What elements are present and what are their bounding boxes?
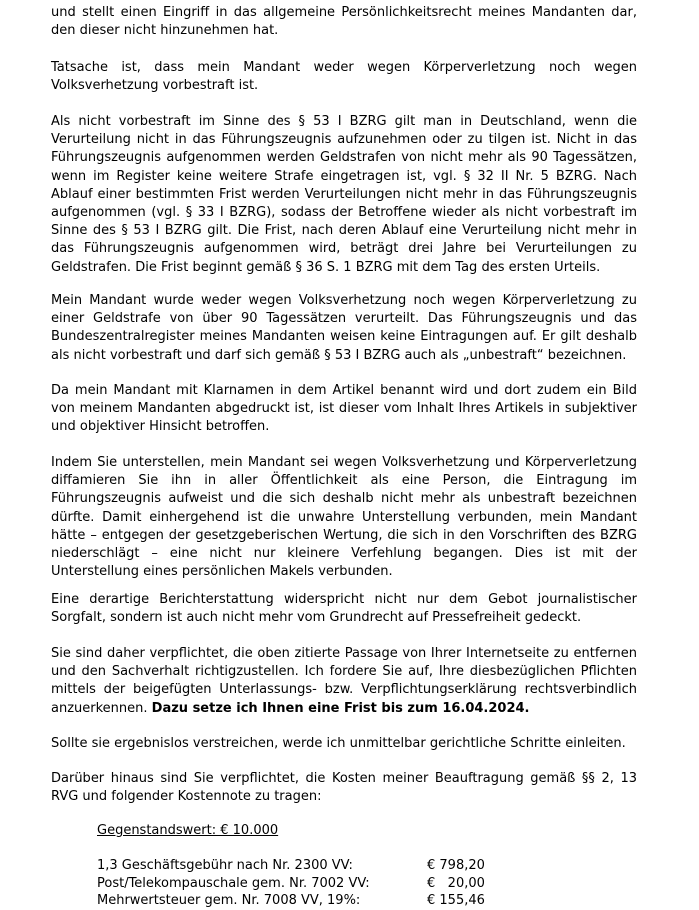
paragraph-fact bbox=[51, 59, 637, 95]
paragraph-text: Sie sind daher verpflichtet, die oben zitierte Passage von Ihrer Internetseite zu entfernen und den Sachverhalt richtigzustellen. Ich fordere Sie auf, Ihre diesbezüglichen Pflichten mittels der beigefügten Unterlassungs- bzw. Verpflichtungserklärung rechtsverbindlich anzuerkennen. bbox=[51, 646, 637, 716]
paragraph-text: Tatsache ist, dass mein Mandant weder wegen Körperverletzung noch wegen Volksverhetzung vorbestraft ist. bbox=[51, 60, 637, 94]
paragraph-text: Sollte sie ergebnislos verstreichen, werde ich unmittelbar gerichtliche Schritte einleiten. bbox=[51, 736, 626, 751]
paragraph-text: Indem Sie unterstellen, mein Mandant sei wegen Volksverhetzung und Körperverletzung diffamieren Sie ihn in aller Öffentlichkeit als eine Person, die Eintragung im Führungszeugnis aufweist und die sich deshalb nicht mehr als unbestraft bezeichnen dürfte. Damit einhergehend ist die unwahre Unterstellung verbunden, mein Mandant hätte – entgegen der gesetzgeberischen Wertung, die sich in den Vorschriften des BZRG niederschlägt – eine nicht nur kleinere Verfehlung begangen. Dies ist mit der Unterstellung eines persönlichen Makels verbunden. bbox=[51, 455, 637, 580]
paragraph-text: Darüber hinaus sind Sie verpflichtet, die Kosten meiner Beauftragung gemäß §§ 2, 13 RVG und folgender Kostennote zu tragen: bbox=[51, 771, 637, 805]
paragraph-text: Als nicht vorbestraft im Sinne des § 53 I BZRG gilt man in Deutschland, wenn die Verurteilung nicht in das Führungszeugnis aufzunehmen oder zu tilgen ist. Nicht in das Führungszeugnis aufgenommen werden Geldstrafen von nicht mehr als 90 Tagessätzen, wenn im Register keine weitere Strafe eingetragen ist, vgl. § 32 II Nr. 5 BZRG. Nach Ablauf einer bestimmten Frist werden Verurteilungen nicht mehr in das Führungszeugnis aufgenommen (vgl. § 33 I BZRG), sodass der Betroffene wieder als nicht vorbestraft im Sinne des § 53 I BZRG gilt. Die Frist, nach deren Ablauf eine Verurteilung nicht mehr in das Führungszeugnis aufgenommen wird, beträgt drei Jahre bei Verurteilungen zu Geldstrafen. Die Frist beginnt gemäß § 36 S. 1 BZRG mit dem Tag des ersten Urteils. bbox=[51, 114, 637, 275]
cost-label: Post/Telekompauschale gem. Nr. 7002 VV: bbox=[97, 876, 370, 891]
paragraph-text: Eine derartige Berichterstattung widerspricht nicht nur dem Gebot journalistischer Sorgfalt, sondern ist auch nicht mehr vom Grundrecht auf Pressefreiheit gedeckt. bbox=[51, 592, 637, 626]
cost-amount: € 798,20 bbox=[427, 858, 485, 873]
cost-label: 1,3 Geschäftsgebühr nach Nr. 2300 VV: bbox=[97, 858, 353, 873]
paragraph-text: Mein Mandant wurde weder wegen Volksverhetzung noch wegen Körperverletzung zu einer Geldstrafe von über 90 Tagessätzen verurteilt. Das Führungszeugnis und das Bundeszentralregister meines Mandanten weisen keine Eintragungen auf. Er gilt deshalb als nicht vorbestraft und darf sich gemäß § 53 I BZRG auch als „unbestraft“ bezeichnen. bbox=[51, 293, 637, 363]
paragraph-intro bbox=[51, 4, 637, 40]
paragraph-demand bbox=[51, 645, 637, 718]
cost-amount: € 155,46 bbox=[427, 893, 485, 908]
paragraph-text: Da mein Mandant mit Klarnamen in dem Artikel benannt wird und dort zudem ein Bild von meinem Mandanten abgedruckt ist, ist dieser vom Inhalt Ihres Artikels in subjektiver und objektiver Hinsicht betroffen. bbox=[51, 383, 637, 435]
paragraph-client-record bbox=[51, 292, 637, 365]
paragraph-legal-definition bbox=[51, 113, 637, 277]
paragraph-costs-intro bbox=[51, 770, 637, 806]
paragraph-text: und stellt einen Eingriff in das allgemeine Persönlichkeitsrecht meines Mandanten dar, den dieser nicht hinzunehmen hat. bbox=[51, 5, 637, 39]
cost-amount: € 20,00 bbox=[427, 876, 485, 891]
deadline-text: Dazu setze ich Ihnen eine Frist bis zum 16.04.2024. bbox=[151, 700, 530, 716]
paragraph-press-freedom bbox=[51, 591, 637, 627]
cost-heading: Gegenstandswert: € 10.000 bbox=[97, 823, 279, 838]
paragraph-consequence bbox=[51, 735, 637, 753]
cost-label: Mehrwertsteuer gem. Nr. 7008 VV, 19%: bbox=[97, 893, 361, 908]
paragraph-affected bbox=[51, 382, 637, 437]
paragraph-defamation bbox=[51, 454, 637, 581]
cost-note bbox=[97, 822, 278, 840]
